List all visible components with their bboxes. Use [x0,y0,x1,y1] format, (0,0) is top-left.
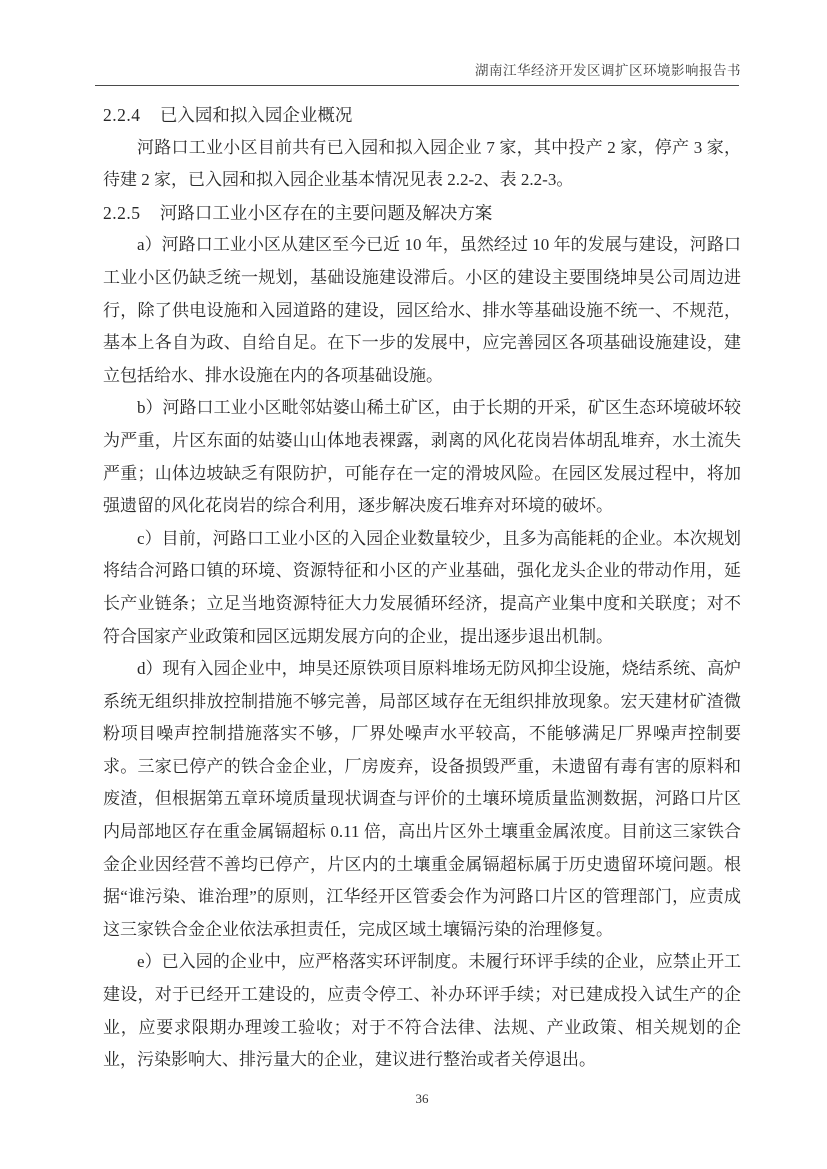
section-number: 2.2.5 [103,202,141,223]
paragraph-item-b: b）河路口工业小区毗邻姑婆山稀土矿区，由于长期的开采，矿区生态环境破坏较为严重，片区东面的姑婆山山体地表裸露，剥离的风化花岗岩体胡乱堆弃，水土流失严重；山体边坡缺乏有限防护，可能存在一定的滑坡风险。在园区发展过程中，将加强遗留的风化花岗岩的综合利用，逐步解决废石堆弃对环境的破坏。 [103,398,741,516]
paragraph-item-e: e）已入园的企业中，应严格落实环评制度。未履行环评手续的企业，应禁止开工建设，对于已经开工建设的，应责令停工、补办环评手续；对已建成投入试生产的企业，应要求限期办理竣工验收；对于不符合法律、法规、产业政策、相关规划的企业，污染影响大、排污量大的企业，建议进行整治或者关停退出。 [103,952,741,1070]
paragraph-item-d: d）现有入园企业中，坤昊还原铁项目原料堆场无防风抑尘设施，烧结系统、高炉系统无组织排放控制措施不够完善，局部区域存在无组织排放现象。宏天建材矿渣微粉项目噪声控制措施落实不够，厂界处噪声水平较高，不能够满足厂界噪声控制要求。三家已停产的铁合金企业，厂房废弃，设备损毁严重，未遗留有毒有害的原料和废渣，但根据第五章环境质量现状调查与评价的土壤环境质量监测数据，河路口片区内局部地区存在重金属镉超标 0.11 倍，高出片区外土壤重金属浓度。目前这三家铁合金企业因经营不善均已停产，片区内的土壤重金属镉超标属于历史遗留环境问题。根据“谁污染、谁治理”的原则，江华经开区管委会作为河路口片区的管理部门，应责成这三家铁合金企业依法承担责任，完成区域土壤镉污染的治理修复。 [103,659,741,939]
page-footer [103,1091,741,1107]
running-head: 湖南江华经济开发区调扩区环境影响报告书 [475,63,741,78]
document-body [103,99,741,1077]
section-number: 2.2.4 [103,105,141,125]
paragraph-item-a: a）河路口工业小区从建区至今已近 10 年，虽然经过 10 年的发展与建设，河路口工业小区仍缺乏统一规划，基础设施建设滞后。小区的建设主要围绕坤昊公司周边进行，除了供电设施和入园道路的建设，园区给水、排水等基础设施不统一、不规范，基本上各自为政、自给自足。在下一步的发展中，应完善园区各项基础设施建设，建立包括给水、排水设施在内的各项基础设施。 [103,235,741,385]
section-title: 河路口工业小区存在的主要问题及解决方案 [159,202,493,223]
section-heading-2-2-5 [103,197,741,230]
section-title: 已入园和拟入园企业概况 [159,105,353,125]
section-heading-2-2-4 [103,99,741,132]
header-rule [95,85,739,86]
page-number: 36 [415,1091,429,1106]
paragraph-item-c: c）目前，河路口工业小区的入园企业数量较少，且多为高能耗的企业。本次规划将结合河路口镇的环境、资源特征和小区的产业基础，强化龙头企业的带动作用，延长产业链条；立足当地资源特征大力发展循环经济，提高产业集中度和关联度；对不符合国家产业政策和园区远期发展方向的企业，提出逐步退出机制。 [103,528,741,646]
paragraph-enterprise-overview: 河路口工业小区目前共有已入园和拟入园企业 7 家，其中投产 2 家，停产 3 家，待建 2 家，已入园和拟入园企业基本情况见表 2.2-2、表 2.2-3。 [103,137,741,190]
